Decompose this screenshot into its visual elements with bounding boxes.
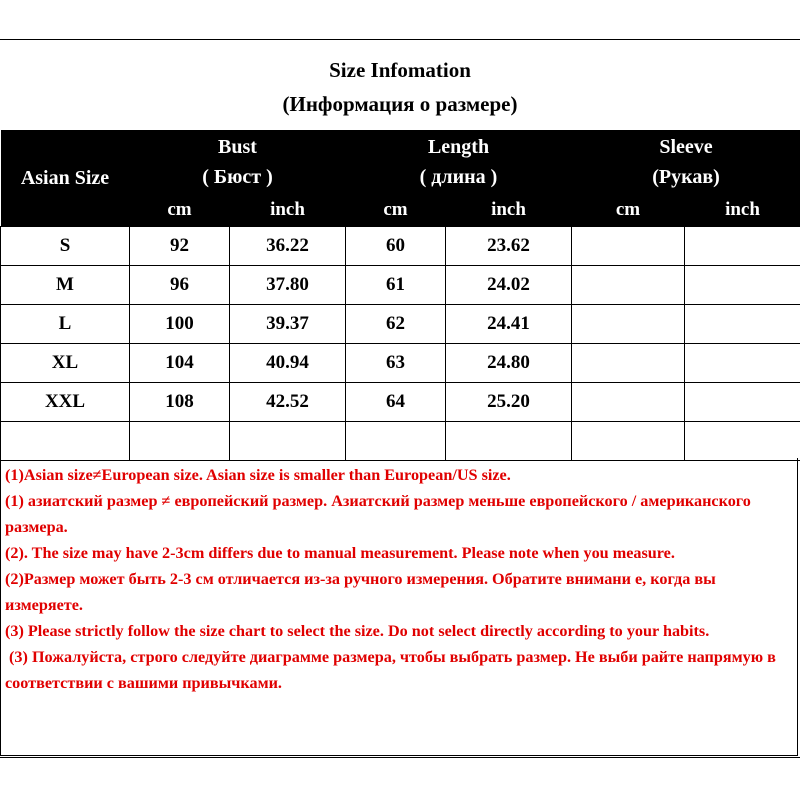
unit-cell: cm bbox=[346, 194, 446, 227]
table-row bbox=[1, 383, 800, 422]
bottom-rule bbox=[0, 757, 800, 758]
header-sleeve-label-ru: (Рукав) bbox=[652, 166, 720, 188]
table-cell bbox=[685, 422, 800, 461]
unit-cell: cm bbox=[572, 194, 685, 227]
table-cell: 24.02 bbox=[446, 266, 572, 305]
unit-cell: inch bbox=[230, 194, 346, 227]
table-cell: 63 bbox=[346, 344, 446, 383]
table-cell: 23.62 bbox=[446, 227, 572, 266]
unit-cell: cm bbox=[130, 194, 230, 227]
table-cell: 39.37 bbox=[230, 305, 346, 344]
table-body bbox=[1, 227, 800, 461]
table-cell bbox=[130, 422, 230, 461]
table-cell bbox=[685, 305, 800, 344]
table-row bbox=[1, 344, 800, 383]
table-cell: 104 bbox=[130, 344, 230, 383]
table-cell bbox=[685, 227, 800, 266]
table-cell: 92 bbox=[130, 227, 230, 266]
table-header-row bbox=[1, 130, 800, 194]
page-title: Size Infomation bbox=[329, 58, 471, 82]
header-bust-label: Bust bbox=[218, 136, 257, 158]
header-length-label: Length bbox=[427, 136, 490, 158]
size-label-cell: XL bbox=[1, 344, 130, 383]
note-3-en: (3) Please strictly follow the size chart to select the size. Do not select directly according to your habits. bbox=[5, 622, 710, 640]
note-1-en: (1)Asian size≠European size. Asian size is smaller than European/US size. bbox=[5, 466, 511, 484]
size-label-cell: XXL bbox=[1, 383, 130, 422]
header-asian-size: Asian Size bbox=[1, 130, 130, 227]
table-cell bbox=[230, 422, 346, 461]
note-3-ru: (3) Пожалуйста, строго следуйте диаграмме размера, чтобы выбрать размер. Не выби райте напрямую в соответствии с вашими привычками. bbox=[5, 648, 780, 692]
note-2-ru: (2)Размер может быть 2-3 см отличается из-за ручного измерения. Обратите внимани е, когда вы измеряете. bbox=[5, 570, 716, 614]
table-cell: 24.80 bbox=[446, 344, 572, 383]
table-cell: 61 bbox=[346, 266, 446, 305]
table-cell bbox=[572, 383, 685, 422]
table-cell: 96 bbox=[130, 266, 230, 305]
size-label-cell: L bbox=[1, 305, 130, 344]
size-label-cell bbox=[1, 422, 130, 461]
table-cell bbox=[572, 266, 685, 305]
table-cell: 62 bbox=[346, 305, 446, 344]
table-row bbox=[1, 305, 800, 344]
note-1-ru: (1) азиатский размер ≠ европейский размер. Азиатский размер меньше европейского / американского размера. bbox=[5, 492, 751, 536]
table-cell bbox=[685, 266, 800, 305]
table-cell: 25.20 bbox=[446, 383, 572, 422]
table-cell: 36.22 bbox=[230, 227, 346, 266]
table-cell: 40.94 bbox=[230, 344, 346, 383]
unit-cell: inch bbox=[446, 194, 572, 227]
size-table bbox=[0, 130, 800, 461]
size-label-cell: M bbox=[1, 266, 130, 305]
note-2-en: (2). The size may have 2-3cm differs due to manual measurement. Please note when you measure. bbox=[5, 544, 675, 562]
table-cell: 37.80 bbox=[230, 266, 346, 305]
header-sleeve-label: Sleeve bbox=[659, 136, 713, 158]
header-bust bbox=[130, 130, 346, 194]
header-sleeve bbox=[572, 130, 800, 194]
table-cell: 64 bbox=[346, 383, 446, 422]
table-cell bbox=[346, 422, 446, 461]
table-cell: 42.52 bbox=[230, 383, 346, 422]
table-cell bbox=[572, 227, 685, 266]
table-cell: 60 bbox=[346, 227, 446, 266]
top-rule bbox=[0, 39, 800, 40]
table-row bbox=[1, 266, 800, 305]
table-cell bbox=[572, 344, 685, 383]
header-bust-label-ru: ( Бюст ) bbox=[202, 166, 273, 188]
header-length-label-ru: ( длина ) bbox=[419, 166, 498, 188]
table-cell bbox=[446, 422, 572, 461]
table-cell bbox=[572, 422, 685, 461]
notes-box bbox=[0, 458, 798, 756]
table-cell: 108 bbox=[130, 383, 230, 422]
table-cell bbox=[685, 344, 800, 383]
header-length bbox=[346, 130, 572, 194]
table-cell: 24.41 bbox=[446, 305, 572, 344]
table-cell bbox=[572, 305, 685, 344]
table-cell bbox=[685, 383, 800, 422]
page-subtitle: (Информация о размере) bbox=[282, 92, 518, 116]
table-row bbox=[1, 422, 800, 461]
table-row bbox=[1, 227, 800, 266]
size-label-cell: S bbox=[1, 227, 130, 266]
table-cell: 100 bbox=[130, 305, 230, 344]
unit-cell: inch bbox=[685, 194, 800, 227]
